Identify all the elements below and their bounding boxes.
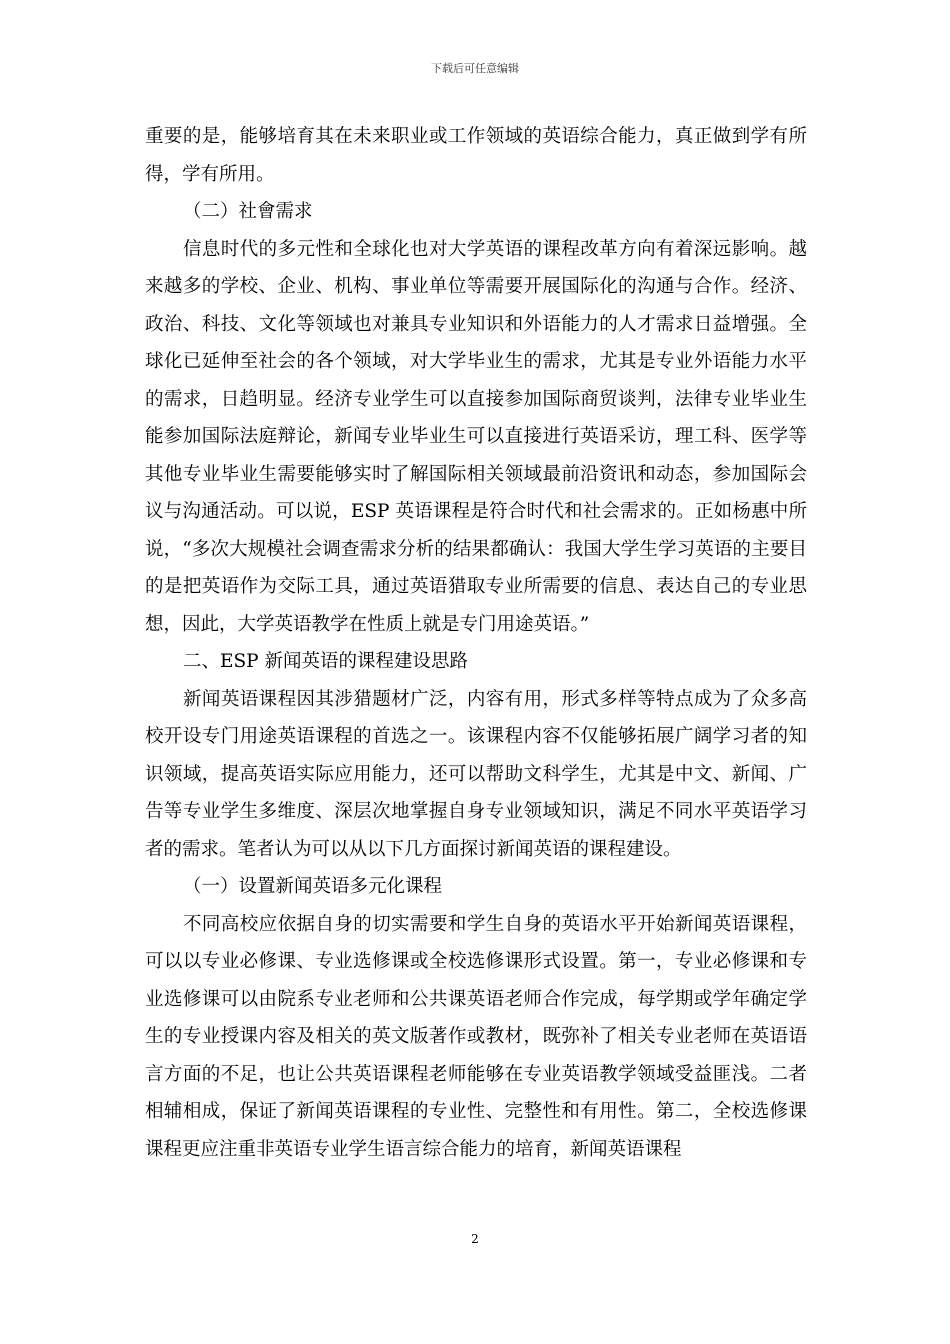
section-heading-social-demand: （二）社會需求 (183, 201, 313, 222)
document-body (145, 118, 807, 1168)
paragraph-course-setting: 不同高校应依据自身的切实需要和学生自身的英语水平开始新闻英语课程，可以以专业必修课、专业选修课或全校选修课形式设置。第一，专业必修课和专业选修课可以由院系专业老师和公共课英语老师合作完成，每学期或学年确定学生的专业授课内容及相关的英文版著作或教材，既弥补了相关专业老师在英语语言方面的不足，也让公共英语课程老师能够在专业英语教学领域受益匪浅。二者相辅相成，保证了新闻英语课程的专业性、完整性和有用性。第二，全校选修课课程更应注重非英语专业学生语言综合能力的培育，新闻英语课程 (145, 913, 807, 1160)
paragraph-news-english-course: 新闻英语课程因其涉猎题材广泛，内容有用，形式多样等特点成为了众多高校开设专门用途英语课程的首选之一。该课程内容不仅能够拓展广阔学习者的知识领域，提高英语实际应用能力，还可以帮助文科学生，尤其是中文、新闻、广告等专业学生多维度、深层次地掌握自身专业领域知识，满足不同水平英语学习者的需求。笔者认为可以从以下几方面探讨新闻英语的课程建设。 (145, 688, 807, 860)
paragraph-social-demand: 信息时代的多元性和全球化也对大学英语的课程改革方向有着深远影响。越来越多的学校、企业、机构、事业单位等需要开展国际化的沟通与合作。经济、政治、科技、文化等领域也对兼具专业知识和外语能力的人才需求日益增强。全球化已延伸至社会的各个领域，对大学毕业生的需求，尤其是专业外语能力水平的需求，日趋明显。经济专业学生可以直接参加国际商贸谈判，法律专业毕业生能参加国际法庭辩论，新闻专业毕业生可以直接进行英语采访，理工科、医学等其他专业毕业生需要能够实时了解国际相关领域最前沿资讯和动态，参加国际会议与沟通活动。可以说，ESP 英语课程是符合时代和社会需求的。正如杨惠中所说，“多次大规模社会调查需求分析的结果都确认：我国大学生学习英语的主要目的是把英语作为交际工具，通过英语猎取专业所需要的信息、表达自己的专业思想，因此，大学英语教学在性质上就是专门用途英语。” (145, 238, 807, 635)
paragraph-continuation: 重要的是，能够培育其在未来职业或工作领域的英语综合能力，真正做到学有所得，学有所用。 (145, 126, 807, 185)
page-number: 2 (471, 1232, 479, 1246)
section-heading-course-construction: 二、ESP 新闻英语的课程建设思路 (183, 651, 469, 672)
section-heading-diversified-courses: （一）设置新闻英语多元化课程 (183, 876, 443, 897)
page-header: 下载后可任意编辑 (431, 62, 519, 75)
